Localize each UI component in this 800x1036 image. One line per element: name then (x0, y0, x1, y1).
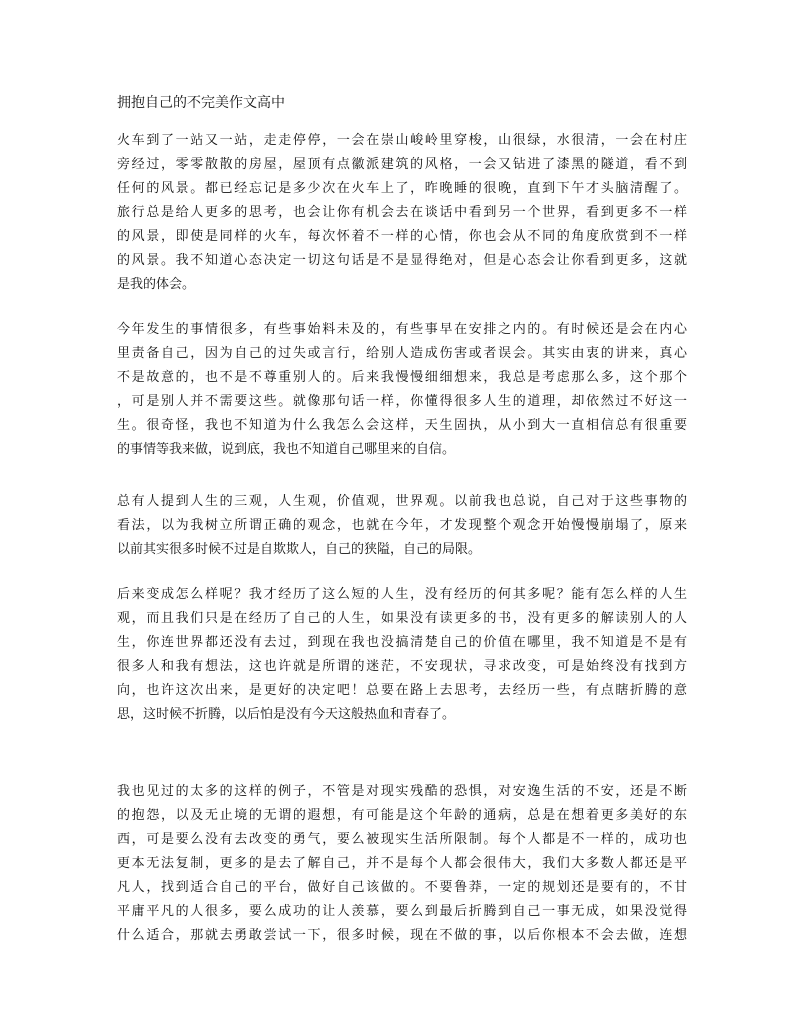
text-line: 更本无法复制，更多的是去了解自己，并不是每个人都会很伟大，我们大多数人都还是平 (117, 856, 687, 871)
text-line: 旅行总是给人更多的思考，也会让你有机会去在谈话中看到另一个世界，看到更多不一样 (117, 205, 687, 220)
document-title: 拥抱自己的不完美作文高中 (117, 95, 285, 111)
text-line: 的风景。我不知道心态决定一切这句话是不是显得绝对，但是心态会让你看到更多，这就 (117, 253, 687, 268)
text-line: 的抱怨，以及无止境的无谓的遐想，有可能是这个年龄的通病，总是在想着更多美好的东 (117, 808, 687, 823)
paragraph-3 (117, 490, 687, 562)
text-line: 很多人和我有想法，这也许就是所谓的迷茫，不安现状，寻求改变，可是始终没有找到方 (117, 659, 687, 674)
text-line: 以前其实很多时候不过是自欺欺人，自己的狭隘，自己的局限。 (117, 542, 482, 557)
text-line: 凡人，找到适合自己的平台，做好自己该做的。不要鲁莽，一定的规划还是要有的，不甘 (117, 880, 687, 895)
text-line: 生，你连世界都还没有去过，到现在我也没搞清楚自己的价值在哪里，我不知道是不是有 (117, 635, 687, 650)
text-line: 任何的风景。都已经忘记是多少次在火车上了，昨晚睡的很晚，直到下午才头脑清醒了。 (117, 181, 687, 196)
text-line: 今年发生的事情很多，有些事始料未及的，有些事早在安排之内的。有时候还是会在内心 (117, 322, 687, 337)
paragraph-4 (117, 583, 687, 727)
text-line: 的事情等我来做，说到底，我也不知道自己哪里来的自信。 (117, 442, 456, 457)
text-line: 平庸平凡的人很多，要么成功的让人羡慕，要么到最后折腾到自己一事无成，如果没觉得 (117, 904, 687, 919)
text-line: 的风景，即使是同样的火车，每次怀着不一样的心情，你也会从不同的角度欣赏到不一样 (117, 229, 687, 244)
text-line: 看法，以为我树立所谓正确的观念，也就在今年，才发现整个观念开始慢慢崩塌了，原来 (117, 518, 687, 533)
text-line: 是我的体会。 (117, 277, 196, 292)
text-line: 不是故意的，也不是不尊重别人的。后来我慢慢细细想来，我总是考虑那么多，这个那个 (117, 370, 687, 385)
text-line: ，可是别人并不需要这些。就像那句话一样，你懂得很多人生的道理，却依然过不好这一 (117, 394, 687, 409)
paragraph-5 (117, 780, 687, 948)
text-line: 里责备自己，因为自己的过失或言行，给别人造成伤害或者误会。其实由衷的讲来，真心 (117, 346, 687, 361)
text-line: 思，这时候不折腾，以后怕是没有今天这般热血和青春了。 (117, 707, 456, 722)
text-line: 观，而且我们只是在经历了自己的人生，如果没有读更多的书，没有更多的解读别人的人 (117, 611, 687, 626)
text-line: 生。很奇怪，我也不知道为什么我怎么会这样，天生固执，从小到大一直相信总有很重要 (117, 418, 687, 433)
paragraph-1 (117, 129, 687, 297)
text-line: 总有人提到人生的三观，人生观，价值观，世界观。以前我也总说，自己对于这些事物的 (117, 494, 687, 509)
paragraph-2 (117, 318, 687, 462)
text-line: 后来变成怎么样呢？我才经历了这么短的人生，没有经历的何其多呢？能有怎么样的人生 (117, 587, 687, 602)
text-line: 西，可是要么没有去改变的勇气，要么被现实生活所限制。每个人都是不一样的，成功也 (117, 832, 687, 847)
text-line: 火车到了一站又一站，走走停停，一会在崇山峻岭里穿梭，山很绿，水很清，一会在村庄 (117, 133, 687, 148)
text-line: 向，也许这次出来，是更好的决定吧！总要在路上去思考，去经历一些，有点瞎折腾的意 (117, 683, 687, 698)
text-line: 旁经过，零零散散的房屋，屋顶有点徽派建筑的风格，一会又钻进了漆黑的隧道，看不到 (117, 157, 687, 172)
text-line: 我也见过的太多的这样的例子，不管是对现实残酷的恐惧，对安逸生活的不安，还是不断 (117, 784, 687, 799)
text-line: 什么适合，那就去勇敢尝试一下，很多时候，现在不做的事，以后你根本不会去做，连想 (117, 928, 687, 943)
